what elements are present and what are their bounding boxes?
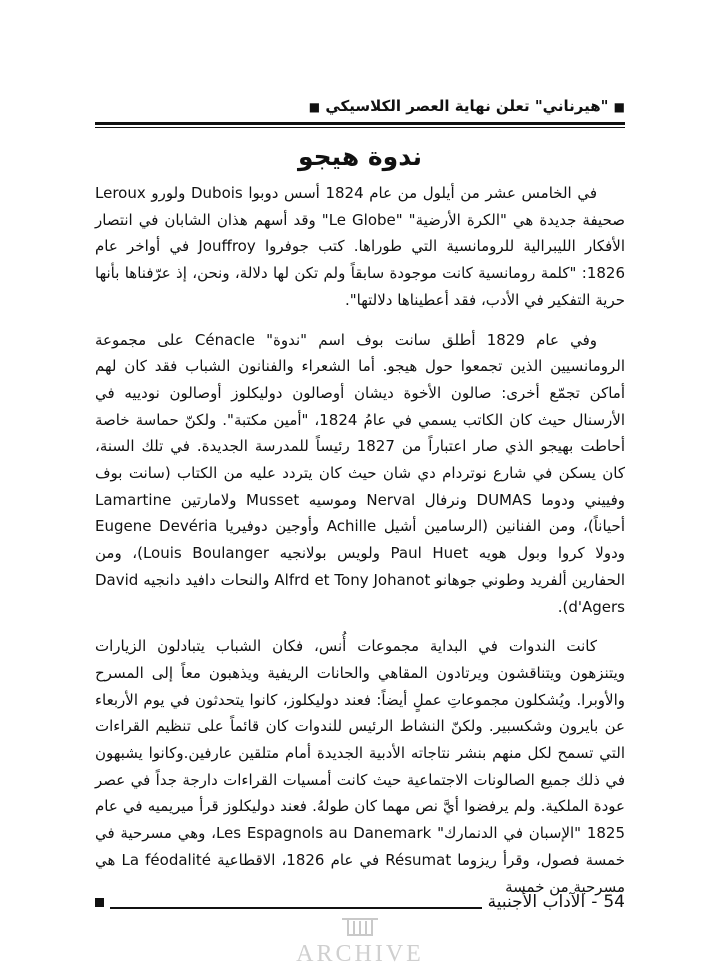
- paragraph-1: في الخامس عشر من أيلول من عام 1824 أسس دوبوا Dubois ولورو Leroux صحيفة جديدة هي "الكرة الأرضية" "Le Globe" وقد أسهم هذان الشابان في انتصار الأفكار الليبرالية للرومانسية التي طوراها. كتب جوفروا Jouffroy في أواخر عام 1826: "كلمة رومانسية كانت موجودة سابقاً ولم تكن لها دلالة، ونحن، إذ عرّفناها بأنها حرية التفكير في الأدب، فقد أعطيناها دلالتها".: [95, 184, 625, 309]
- header-rule: [95, 122, 625, 128]
- header-square-right-icon: ■: [613, 100, 625, 114]
- footer-square-icon: [95, 898, 104, 907]
- paragraph-2: وفي عام 1829 أطلق سانت بوف اسم "ندوة" Cénacle على مجموعة الرومانسيين الذين تجمعوا حول هيجو. أما الشعراء والفنانون الشباب فقد كان لهم أماكن تجمّع أخرى: صالون الأخوة ديشان أوصالون دوليكلوز أوصالون نودييه في الأرسنال حيث كان الكاتب يسمي في عامُ 1824، "أمين مكتبة". ولكنّ حماسة خاصة أحاطت بهيجو الذي صار اعتباراً من 1827 رئيساً للمدرسة الجديدة. في تلك السنة، كان يسكن في شارع نوتردام دي شان حيث كان يتردد عليه من الكتاب (سانت بوف وفييني ودوما DUMAS ونرفال Nerval وموسيه Musset ولامارتين Lamartine أحياناً)، ومن الفنانين (الرسامين أشيل Achille وأوجين دوفيريا Eugene Devéria ودولا كروا وبول هويه Paul Huet ولويس بولانجيه Louis Boulanger)، ومن الحفارين ألفريد وطوني جوهانو Alfrd et Tony Johanot والنحات دافيد دانجيه David d'Agers).: [95, 330, 625, 616]
- paragraph-3: كانت الندوات في البداية مجموعات أُنس، فكان الشباب يتبادلون الزيارات ويتنزهون ويتناقشون ويرتادون المقاهي والحانات الريفية ويذهبون معاً إلى المسرح والأوبرا. ويُشكلون مجموعاتِ عملٍ أيضاً: فعند دوليكلوز، كانوا يتحدثون في يوم الأربعاء عن بايرون وشكسبير. ولكنّ النشاط الرئيس للندوات كان قائماً على تنظيم القراءات التي تسمح لكل منهم بنشر نتاجاته الأدبية الجديدة أمام متلقين عارفين.وكانوا يشبهون في ذلك جميع الصالونات الاجتماعية حيث كانت أمسيات القراءات دارجة جداً في عصر عودة الملكية. ولم يرفضوا أيَّ نص مهما كان طولهُ. فعند دوليكلوز قرأ ميريميه في عام 1825 "الإسبان في الدنمارك" Les Espagnols au Danemark، وهي مسرحية في خمسة فصول، وقرأ ريزوما Résumat في عام 1826، الاقطاعية La féodalité هي مسرحية من خمسة: [95, 637, 625, 896]
- book-title: الآداب الأجنبية: [487, 892, 586, 912]
- watermark-text: ARCHIVE: [296, 941, 424, 967]
- running-header-text: "هيرناني" تعلن نهاية العصر الكلاسيكي: [325, 97, 609, 115]
- section-title: ندوة هيجو: [297, 142, 423, 171]
- archive-watermark-logo: [270, 915, 450, 979]
- footer-separator: -: [591, 892, 598, 912]
- body-text: [95, 180, 625, 913]
- page-footer: [95, 890, 625, 914]
- header-square-left-icon: ■: [308, 100, 321, 114]
- footer-rule: [110, 895, 482, 909]
- page-number: 54: [603, 892, 625, 912]
- running-header: [95, 96, 625, 117]
